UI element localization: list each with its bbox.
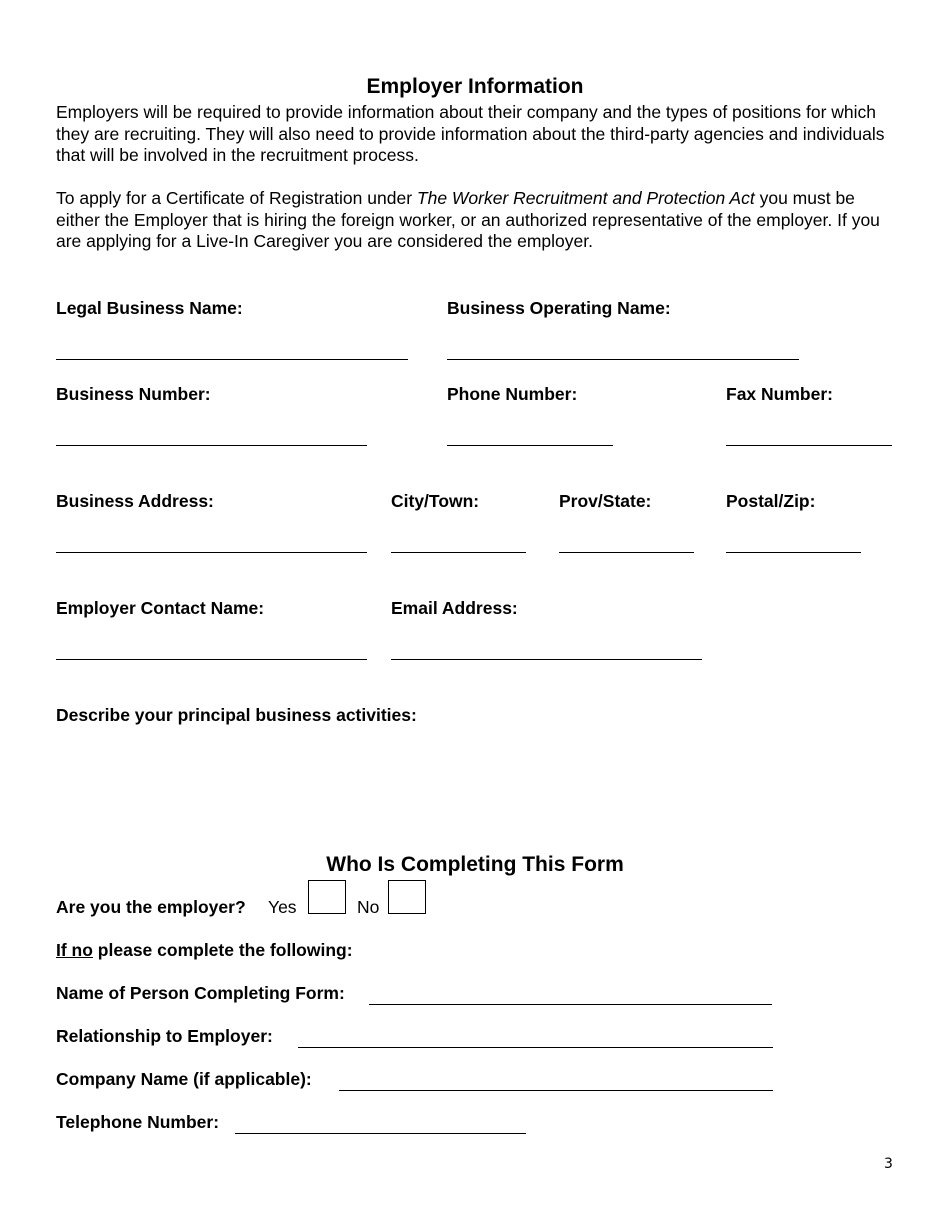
postal-zip-label: Postal/Zip:	[726, 491, 816, 511]
relationship-field[interactable]	[298, 1025, 773, 1048]
eligibility-paragraph	[56, 188, 896, 253]
business-address-label: Business Address:	[56, 491, 214, 511]
relationship-label: Relationship to Employer:	[56, 1026, 273, 1046]
prov-state-label: Prov/State:	[559, 491, 652, 511]
no-label: No	[357, 897, 380, 917]
principal-activities-area[interactable]	[56, 730, 896, 840]
email-address-field[interactable]	[391, 637, 702, 660]
business-operating-name-field[interactable]	[447, 337, 799, 360]
employer-contact-name-field[interactable]	[56, 637, 367, 660]
postal-zip-field[interactable]	[726, 530, 861, 553]
no-checkbox[interactable]	[388, 880, 426, 914]
person-name-label: Name of Person Completing Form:	[56, 983, 345, 1003]
if-no-underlined: If no	[56, 940, 93, 960]
principal-activities-label: Describe your principal business activities:	[56, 705, 417, 725]
fax-number-label: Fax Number:	[726, 384, 833, 404]
eligibility-text-end: you must be either the Employer that is hiring the foreign worker, or an authorized representative of the employer. If you are applying for a Live-In Caregiver you are considered the employer.	[56, 188, 880, 251]
person-name-field[interactable]	[369, 982, 772, 1005]
company-name-label: Company Name (if applicable):	[56, 1069, 312, 1089]
employer-contact-name-label: Employer Contact Name:	[56, 598, 265, 618]
legal-business-name-field[interactable]	[56, 337, 408, 360]
business-operating-name-label: Business Operating Name:	[447, 298, 671, 318]
telephone-number-label: Telephone Number:	[56, 1112, 220, 1132]
business-number-label: Business Number:	[56, 384, 211, 404]
phone-number-field[interactable]	[447, 423, 613, 446]
if-no-instruction	[56, 940, 353, 961]
eligibility-text-start: To apply for a Certificate of Registration under	[56, 188, 417, 208]
if-no-rest: please complete the following:	[92, 940, 353, 960]
telephone-number-field[interactable]	[235, 1111, 526, 1134]
section-title-employer-information: Employer Information	[366, 75, 584, 98]
employer-question-label: Are you the employer?	[56, 897, 246, 917]
yes-checkbox[interactable]	[308, 880, 346, 914]
email-address-label: Email Address:	[391, 598, 518, 618]
section-title-who-is-completing: Who Is Completing This Form	[326, 853, 624, 876]
business-number-field[interactable]	[56, 423, 367, 446]
intro-paragraph: Employers will be required to provide information about their company and the types of positions for which they are recruiting. They will also need to provide information about the third-party agencies and individuals that will be involved in the recruitment process.	[56, 102, 885, 165]
prov-state-field[interactable]	[559, 530, 694, 553]
city-town-label: City/Town:	[391, 491, 480, 511]
city-town-field[interactable]	[391, 530, 526, 553]
page-number: 3	[884, 1156, 893, 1172]
yes-label: Yes	[268, 897, 297, 917]
phone-number-label: Phone Number:	[447, 384, 578, 404]
act-name: The Worker Recruitment and Protection Act	[416, 188, 755, 208]
fax-number-field[interactable]	[726, 423, 892, 446]
business-address-field[interactable]	[56, 530, 367, 553]
legal-business-name-label: Legal Business Name:	[56, 298, 243, 318]
company-name-field[interactable]	[339, 1068, 773, 1091]
